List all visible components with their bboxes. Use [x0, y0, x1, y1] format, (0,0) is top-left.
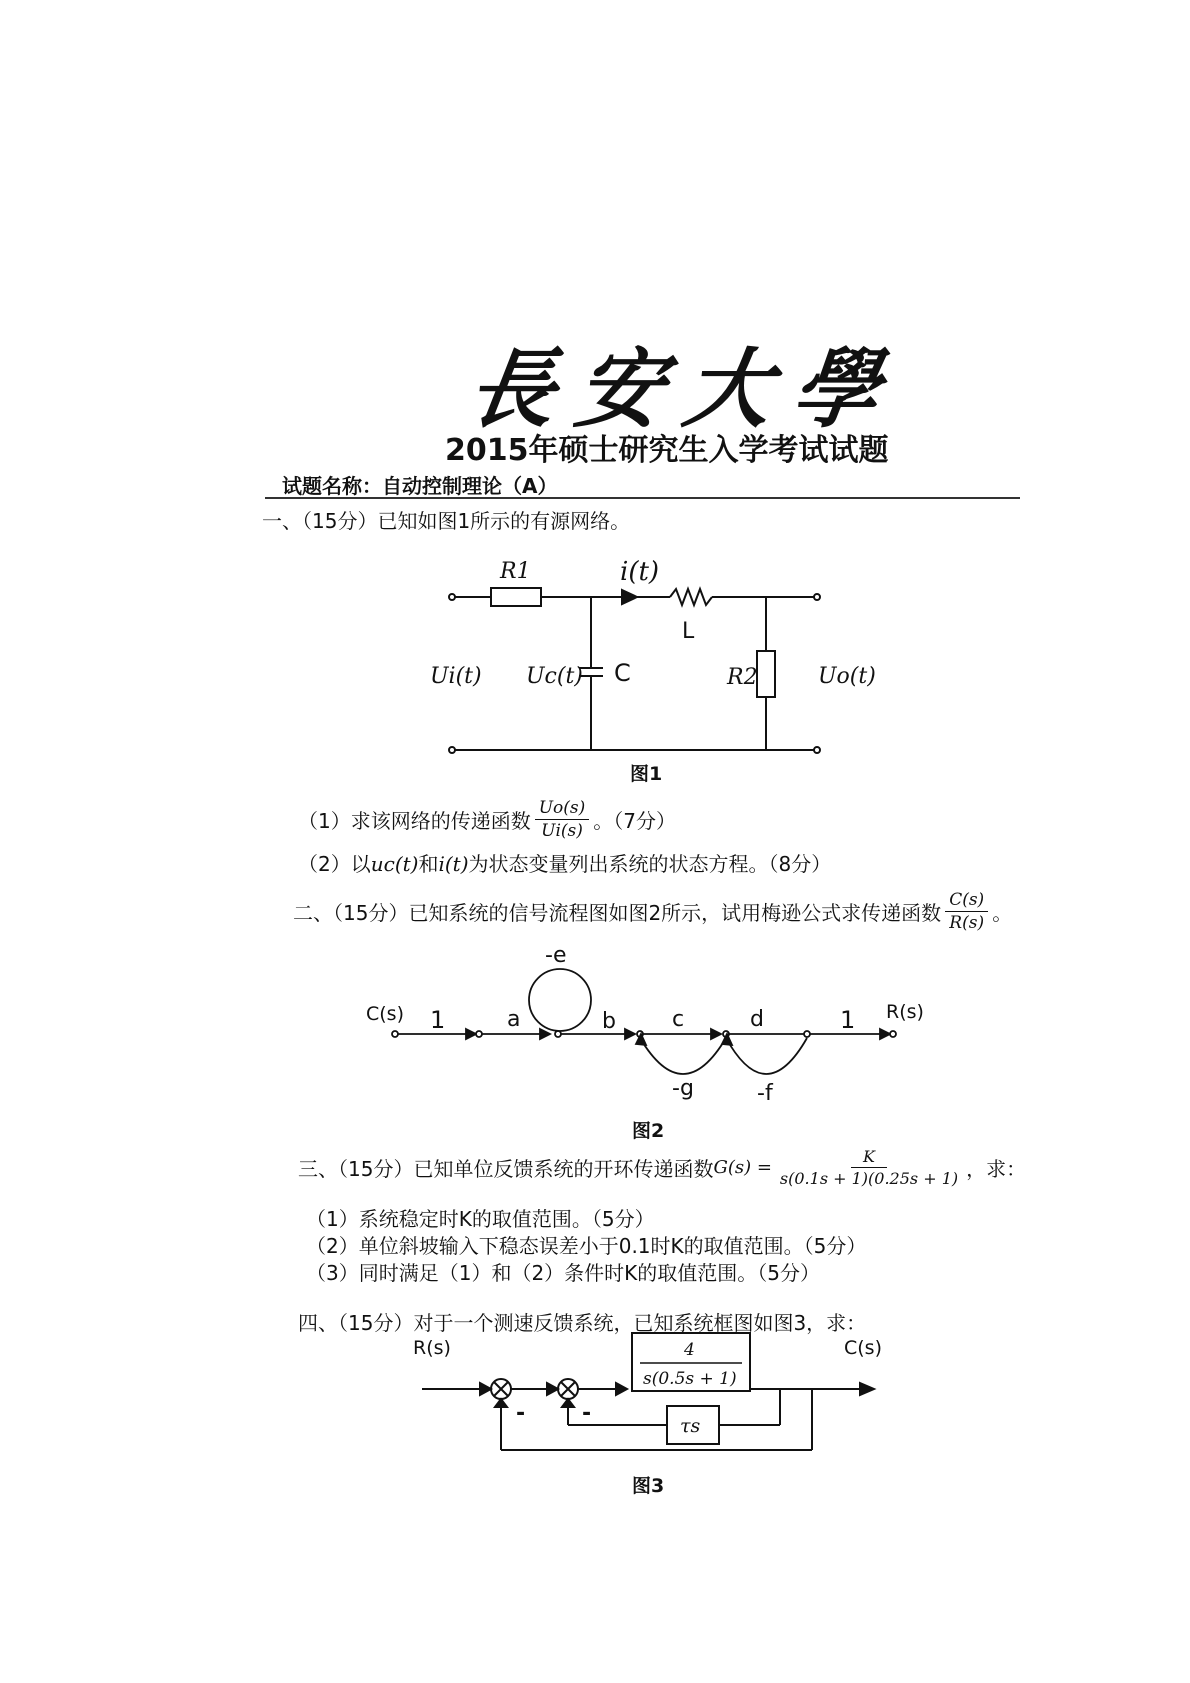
- figure-2-caption: 图2: [632, 1120, 665, 1142]
- q3-transfer-fraction: [776, 1147, 962, 1188]
- q1-fraction-denominator: Ui(s): [541, 821, 583, 841]
- feedback-loop-f: [726, 1038, 807, 1074]
- q1-part1: [298, 798, 676, 841]
- label-d: d: [750, 1007, 764, 1032]
- label-gain-1-left: 1: [430, 1006, 446, 1034]
- q1-part2: [298, 848, 831, 877]
- figure-1-circuit: [449, 588, 820, 753]
- q3-item-3: （3）同时满足（1）和（2）条件时K的取值范围。（5分）: [306, 1261, 821, 1285]
- terminal-out-bottom: [814, 747, 820, 753]
- label-cs-output: C(s): [844, 1337, 882, 1359]
- label-uc: Uc(t): [526, 664, 583, 689]
- q1-var-uc: uc(t): [370, 852, 419, 876]
- label-c: c: [672, 1007, 685, 1032]
- q1-part1-prefix: （1）求该网络的传递函数: [298, 809, 531, 833]
- q2-fraction-numerator: C(s): [945, 890, 988, 912]
- q3-stem: 三、（15分）已知单位反馈系统的开环传递函数: [298, 1157, 714, 1181]
- figure-2-flowgraph: [392, 969, 896, 1074]
- q2-stem: 二、（15分）已知系统的信号流程图如图2所示，试用梅逊公式求传递函数: [293, 901, 942, 925]
- label-gain-1-right: 1: [840, 1006, 856, 1034]
- label-rs: R(s): [886, 1001, 924, 1023]
- label-rs-input: R(s): [413, 1337, 451, 1359]
- node-rs: [890, 1031, 896, 1037]
- label-l: L: [682, 619, 695, 644]
- label-e: -e: [545, 943, 567, 968]
- q1-fraction-numerator: Uo(s): [535, 798, 590, 820]
- terminal-in-top: [449, 594, 455, 600]
- q1-transfer-fraction: [535, 798, 590, 841]
- label-current: i(t): [620, 557, 660, 587]
- q2-fraction-denominator: R(s): [949, 913, 985, 933]
- self-loop-e: [529, 969, 591, 1031]
- label-b: b: [602, 1009, 616, 1034]
- q1-part2-suffix: 为状态变量列出系统的状态方程。（8分）: [468, 852, 832, 876]
- minus-sign-2: -: [582, 1401, 592, 1426]
- label-c: C: [614, 659, 631, 687]
- label-cs: C(s): [366, 1003, 404, 1025]
- label-r2: R2: [727, 665, 758, 690]
- q3-item-2: （2）单位斜坡输入下稳态误差小于0.1时K的取值范围。（5分）: [306, 1234, 867, 1258]
- current-arrow: [622, 590, 637, 604]
- resistor-r2: [757, 651, 775, 697]
- q3-fraction-denominator: s(0.1s + 1)(0.25s + 1): [779, 1169, 959, 1188]
- resistor-r1: [491, 588, 541, 606]
- node-5: [804, 1031, 810, 1037]
- exam-title: 2015年硕士研究生入学考试试题: [445, 433, 889, 468]
- minus-sign-1: -: [516, 1401, 526, 1426]
- q3-stem-end: ，求：: [966, 1157, 1027, 1181]
- q2-stem-line: [293, 890, 1012, 933]
- tau-label: τs: [680, 1415, 701, 1437]
- q1-var-i: i(t): [438, 852, 469, 876]
- exam-subject: 试题名称：自动控制理论（A）: [282, 474, 558, 498]
- q3-item-1: （1）系统稳定时K的取值范围。（5分）: [306, 1207, 655, 1231]
- label-ui: Ui(t): [430, 664, 482, 689]
- terminal-in-bottom: [449, 747, 455, 753]
- node-1: [476, 1031, 482, 1037]
- q3-fraction-numerator: K: [851, 1147, 887, 1168]
- plant-numerator: 4: [684, 1340, 695, 1360]
- q3-g-symbol: G(s) =: [713, 1157, 772, 1178]
- label-a: a: [507, 1007, 521, 1032]
- label-g: -g: [672, 1076, 694, 1101]
- university-logo: 長安大學: [461, 339, 909, 440]
- q1-part1-suffix: 。（7分）: [593, 809, 677, 833]
- feedback-loop-g: [640, 1038, 726, 1074]
- q2-transfer-fraction: [945, 890, 988, 933]
- label-uo: Uo(t): [818, 664, 876, 689]
- q1-part2-mid: 和: [418, 852, 439, 876]
- node-2: [555, 1031, 561, 1037]
- figure-1-caption: 图1: [630, 763, 663, 785]
- node-cs: [392, 1031, 398, 1037]
- label-r1: R1: [500, 559, 531, 584]
- figure-3-block-diagram: [422, 1333, 874, 1450]
- label-f: -f: [757, 1081, 773, 1106]
- figure-3-caption: 图3: [632, 1475, 665, 1497]
- q1-stem: 一、（15分）已知如图1所示的有源网络。: [262, 509, 631, 533]
- plant-denominator: s(0.5s + 1): [643, 1369, 737, 1389]
- q4-stem: 四、（15分）对于一个测速反馈系统，已知系统框图如图3，求：: [298, 1311, 867, 1335]
- q3-stem-line: [298, 1147, 1026, 1188]
- q2-stem-end: 。: [992, 901, 1013, 925]
- inductor-l: [670, 589, 712, 605]
- q1-part2-prefix: （2）以: [298, 852, 371, 876]
- terminal-out-top: [814, 594, 820, 600]
